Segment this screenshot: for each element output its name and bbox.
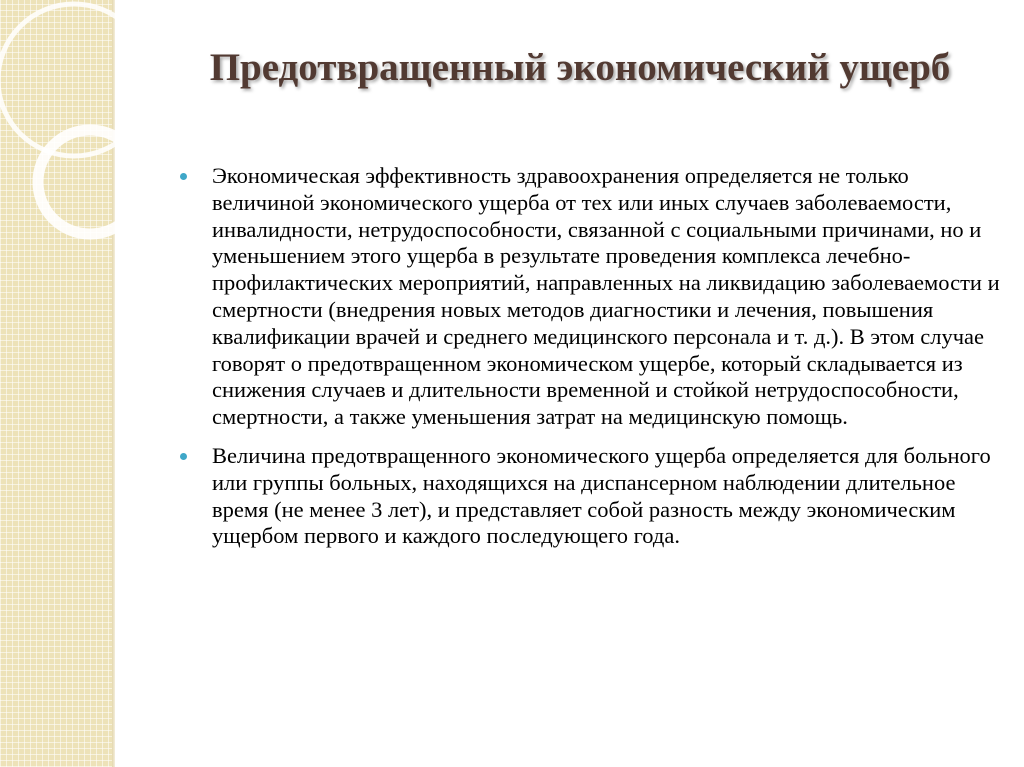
bullet-item (180, 443, 1000, 550)
decorative-ring-small (38, 130, 142, 234)
bullet-dot-icon (180, 453, 187, 460)
decorative-rings (0, 0, 160, 260)
slide-title: Предотвращенный экономический ущерб (209, 46, 951, 89)
bullet-text: Величина предотвращенного экономического ущерба определяется для больного или группы больных, находящихся на диспансерном наблюдении длительное время (не менее 3 лет), и представляет собой разность между экономическим ущербом первого и каждого последующего года. (212, 442, 991, 549)
bullet-item (180, 163, 1000, 431)
bullet-text: Экономическая эффективность здравоохранения определяется не только величиной экономического ущерба от тех или иных случаев заболеваемости, инвалидности, нетрудоспособности, связанной с социальными причинами, но и уменьшением этого ущерба в результате проведения комплекса лечебно-профилактических мероприятий, направленных на ликвидацию заболеваемости и смертности (внедрения новых методов диагностики и лечения, повышения квалификации врачей и среднего медицинского персонала и т. д.). В этом случае говорят о предотвращенном экономическом ущербе, который складывается из снижения случаев и длительности временной и стойкой нетрудоспособности, смертности, а также уменьшения затрат на медицинскую помощь. (212, 163, 1000, 430)
bullet-dot-icon (180, 173, 187, 180)
bullet-list (180, 163, 1000, 562)
